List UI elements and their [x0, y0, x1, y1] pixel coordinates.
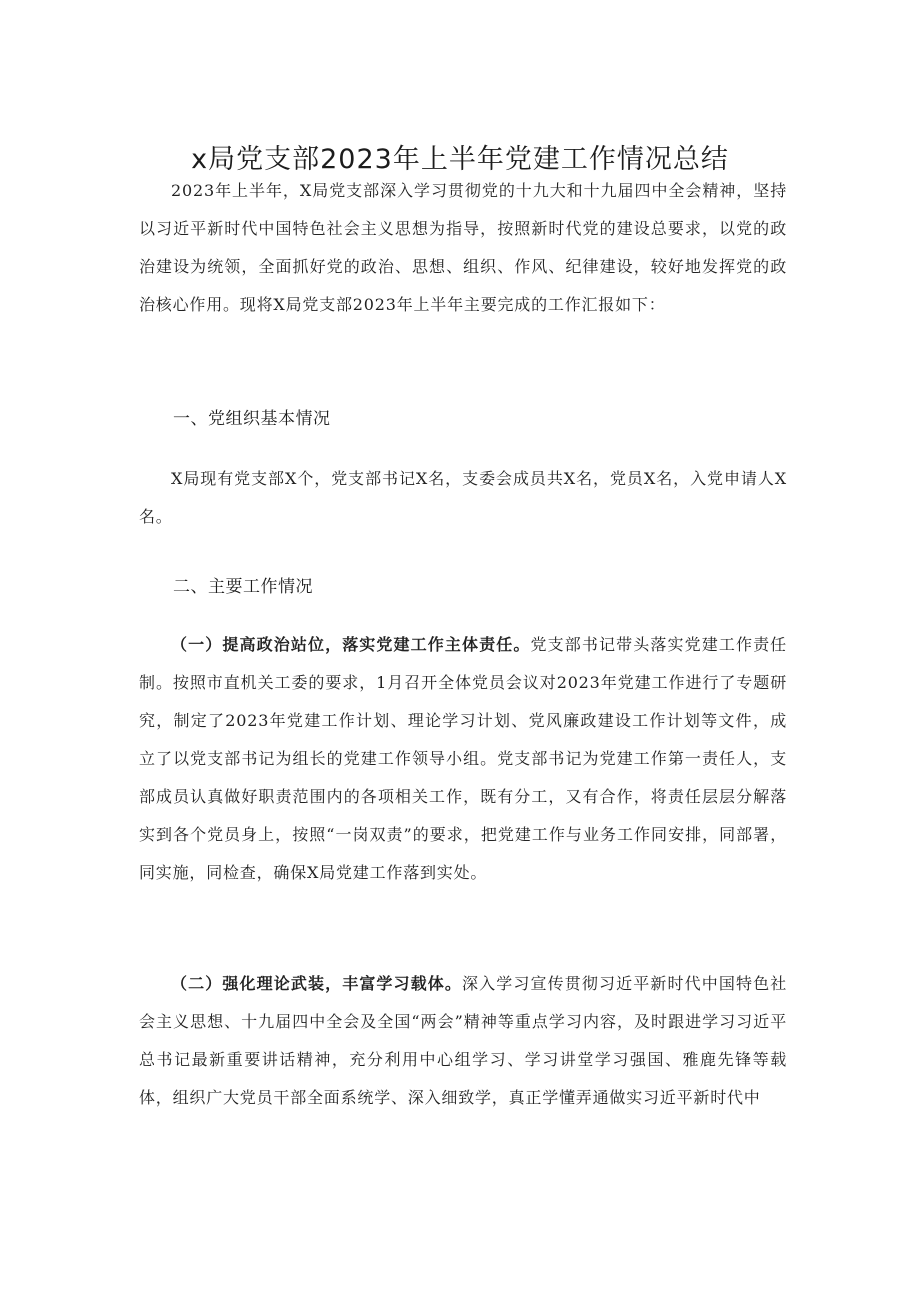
section-1-paragraph: X局现有党支部X个，党支部书记X名，支委会成员共X名，党员X名，入党申请人X名。 — [139, 469, 787, 526]
section-2-heading: 二、主要工作情况 — [173, 577, 313, 597]
subsection-1-lead: （一）提高政治站位，落实党建工作主体责任。 — [171, 635, 531, 654]
subsection-2-paragraph — [139, 965, 787, 1117]
section-1-heading: 一、党组织基本情况 — [173, 409, 331, 429]
subsection-2-text: 深入学习宣传贯彻习近平新时代中国特色社会主义思想、十九届四中全会及全国“两会”精神等重点学习内容，及时跟进学习习近平总书记最新重要讲话精神，充分利用中心组学习、学习讲堂学习强国、雅鹿先锋等载体，组织广大党员干部全面系统学、深入细致学，真正学懂弄通做实习近平新时代中 — [139, 974, 788, 1107]
subsection-1-paragraph — [139, 626, 787, 892]
intro-paragraph: 2023年上半年，X局党支部深入学习贯彻党的十九大和十九届四中全会精神，坚持以习近平新时代中国特色社会主义思想为指导，按照新时代党的建设总要求，以党的政治建设为统领，全面抓好党的政治、思想、组织、作风、纪律建设，较好地发挥党的政治核心作用。现将X局党支部2023年上半年主要完成的工作汇报如下： — [139, 181, 787, 314]
subsection-2-lead: （二）强化理论武装，丰富学习载体。 — [171, 974, 463, 993]
document-title: x局党支部2023年上半年党建工作情况总结 — [191, 144, 729, 175]
subsection-1-text: 党支部书记带头落实党建工作责任制。按照市直机关工委的要求，1月召开全体党员会议对2023年党建工作进行了专题研究，制定了2023年党建工作计划、理论学习计划、党风廉政建设工作计划等文件，成立了以党支部书记为组长的党建工作领导小组。党支部书记为党建工作第一责任人，支部成员认真做好职责范围内的各项相关工作，既有分工，又有合作，将责任层层分解落实到各个党员身上，按照“一岗双责”的要求，把党建工作与业务工作同安排，同部署，同实施，同检查，确保X局党建工作落到实处。 — [139, 635, 787, 882]
